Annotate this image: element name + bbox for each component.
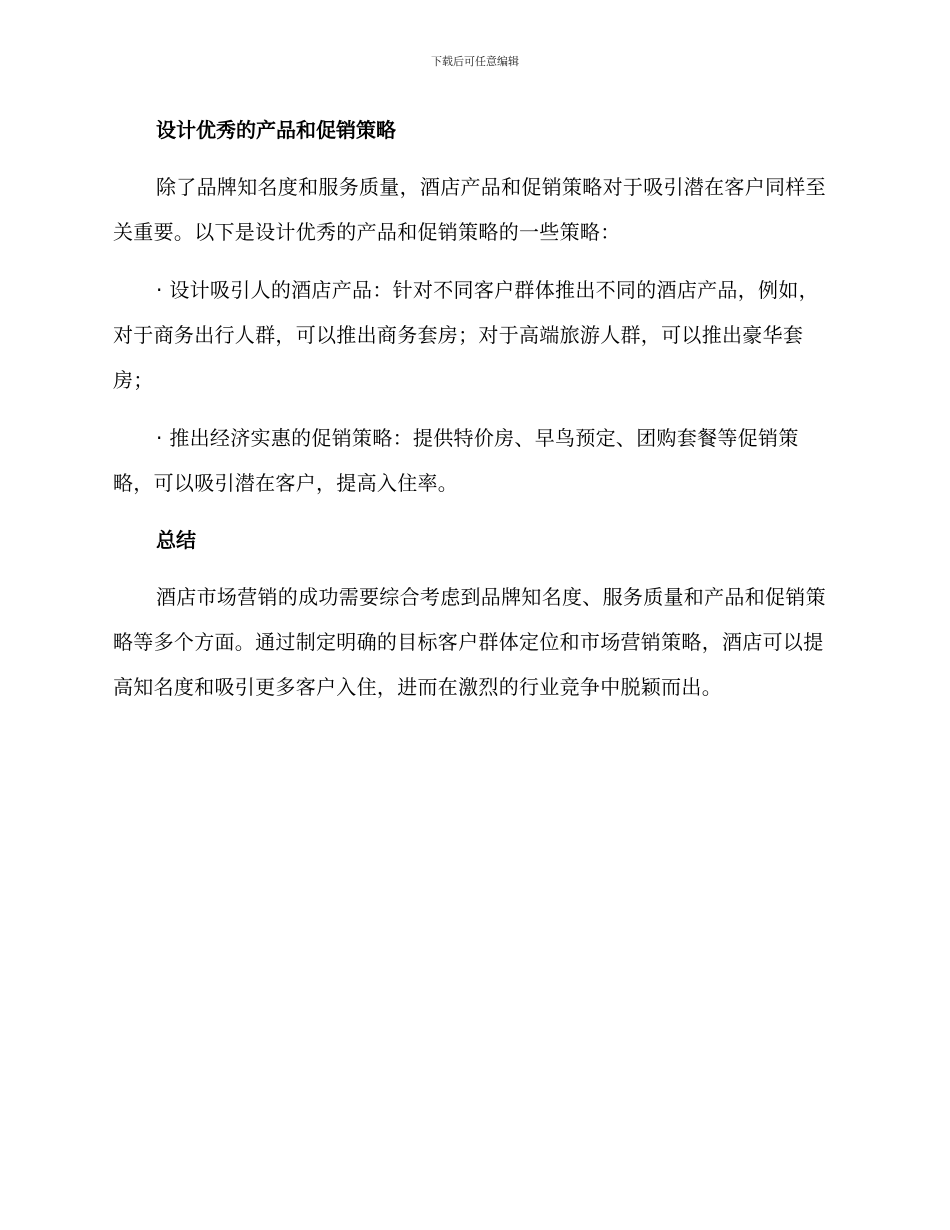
paragraph: 除了品牌知名度和服务质量，酒店产品和促销策略对于吸引潜在客户同样至关重要。以下是设计优秀的产品和促销策略的一些策略：: [113, 175, 826, 244]
section-heading: 设计优秀的产品和促销策略: [156, 118, 396, 142]
bullet-paragraph: · 设计吸引人的酒店产品：针对不同客户群体推出不同的酒店产品，例如，对于商务出行人群，可以推出商务套房；对于高端旅游人群，可以推出豪华套房；: [113, 278, 819, 392]
bullet-paragraph: · 推出经济实惠的促销策略：提供特价房、早鸟预定、团购套餐等促销策略，可以吸引潜在客户，提高入住率。: [113, 426, 799, 495]
paragraph: 酒店市场营销的成功需要综合考虑到品牌知名度、服务质量和产品和促销策略等多个方面。通过制定明确的目标客户群体定位和市场营销策略，酒店可以提高知名度和吸引更多客户入住，进而在激烈的行业竞争中脱颖而出。: [113, 585, 826, 699]
section-heading: 总结: [156, 528, 196, 552]
page-header: 下载后可任意编辑: [431, 55, 519, 68]
document-body: [113, 108, 831, 710]
